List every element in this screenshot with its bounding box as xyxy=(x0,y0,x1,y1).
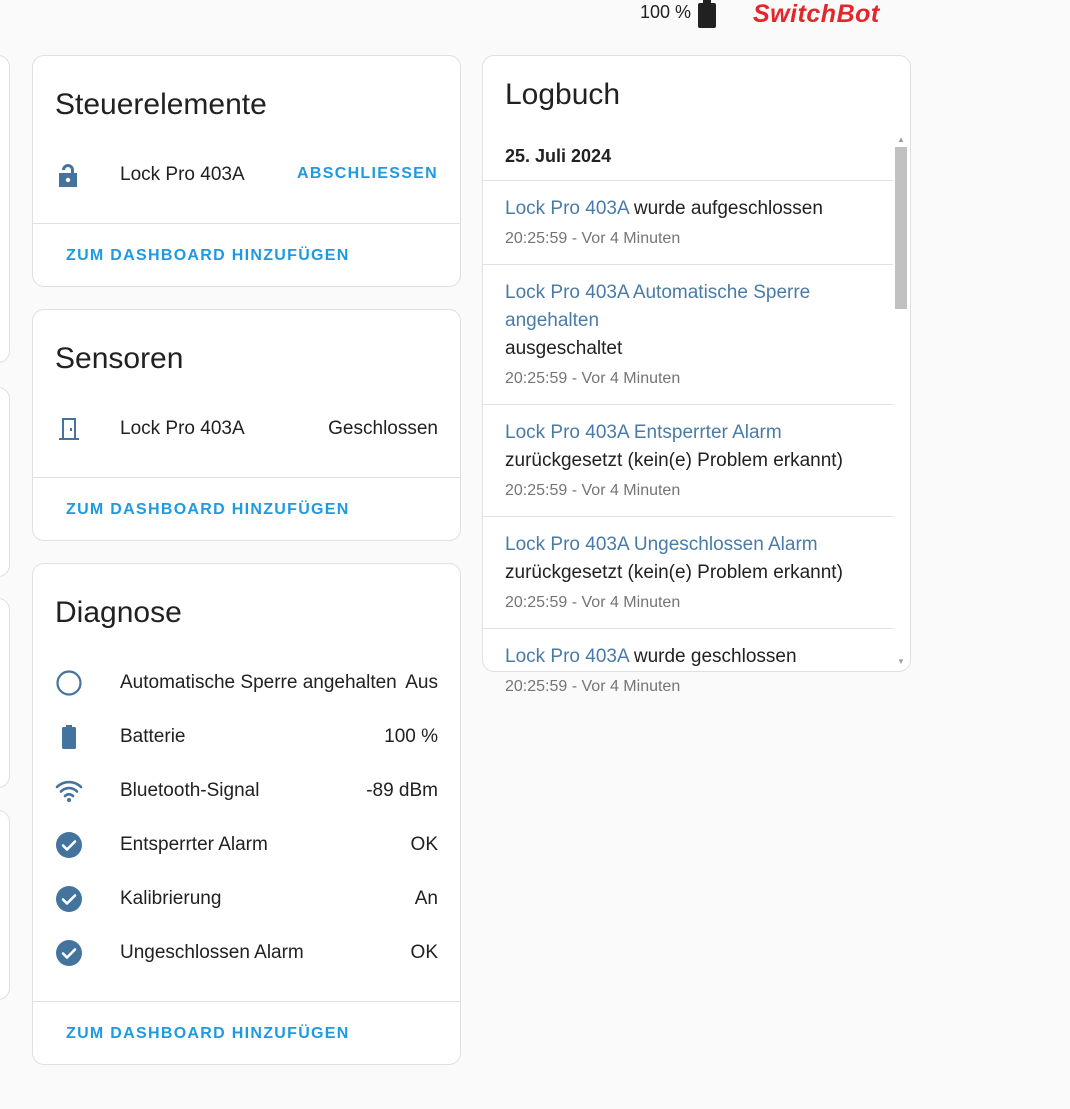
list-item xyxy=(483,628,893,712)
sensors-row-door[interactable] xyxy=(33,402,460,456)
sensors-item-value: Geschlossen xyxy=(328,418,438,439)
left-partial-card xyxy=(0,55,10,363)
add-to-dashboard-button[interactable]: ZUM DASHBOARD HINZUFÜGEN xyxy=(66,247,350,264)
log-entity-link[interactable]: Lock Pro 403A Ungeschlossen Alarm xyxy=(505,534,818,555)
log-entity-link[interactable]: Lock Pro 403A xyxy=(505,646,629,667)
diagnostics-title: Diagnose xyxy=(55,596,182,629)
divider xyxy=(33,223,460,224)
diagnostics-item-value: An xyxy=(414,888,438,909)
check-circle-icon xyxy=(55,831,83,859)
scrollbar-thumb[interactable] xyxy=(895,147,907,309)
wifi-icon xyxy=(55,777,83,805)
list-item xyxy=(483,516,893,628)
controls-card xyxy=(32,55,461,287)
battery-icon xyxy=(55,723,83,751)
diagnostics-item-value: OK xyxy=(410,942,438,963)
add-to-dashboard-button[interactable]: ZUM DASHBOARD HINZUFÜGEN xyxy=(66,501,350,518)
diagnostics-item-value: OK xyxy=(410,834,438,855)
lock-button[interactable]: ABSCHLIESSEN xyxy=(297,165,438,182)
diagnostics-row-unlocked-alarm[interactable] xyxy=(33,818,460,872)
diagnostics-item-name: Ungeschlossen Alarm xyxy=(120,942,304,963)
log-time: 20:25:59 - Vor 4 Minuten xyxy=(505,678,681,695)
header-battery-text: 100 % xyxy=(640,2,692,22)
diagnostics-row-auto-lock[interactable] xyxy=(33,656,460,710)
diagnostics-row-battery[interactable] xyxy=(33,710,460,764)
list-item xyxy=(483,264,893,404)
diagnostics-item-name: Batterie xyxy=(120,726,186,747)
diagnostics-row-bluetooth[interactable] xyxy=(33,764,460,818)
sensors-title: Sensoren xyxy=(55,342,184,375)
brand-logo: SwitchBot xyxy=(753,0,880,28)
sensors-item-name: Lock Pro 403A xyxy=(120,418,245,439)
diagnostics-item-name: Kalibrierung xyxy=(120,888,222,909)
diagnostics-item-name: Automatische Sperre angehalten xyxy=(120,672,397,693)
circle-outline-icon xyxy=(55,669,83,697)
check-circle-icon xyxy=(55,939,83,967)
left-partial-card xyxy=(0,810,10,1000)
battery-icon xyxy=(697,0,717,28)
diagnostics-item-value: -89 dBm xyxy=(366,780,438,801)
left-partial-card xyxy=(0,598,10,788)
log-text: ausgeschaltet xyxy=(505,338,623,359)
log-text: zurückgesetzt (kein(e) Problem erkannt) xyxy=(505,450,843,471)
log-entity-link[interactable]: Lock Pro 403A Entsperrter Alarm xyxy=(505,422,782,443)
log-time: 20:25:59 - Vor 4 Minuten xyxy=(505,370,681,387)
log-entity-link[interactable]: Lock Pro 403A Automatische Sperre angehalten xyxy=(505,282,811,331)
controls-title: Steuerelemente xyxy=(55,88,267,121)
controls-item-name: Lock Pro 403A xyxy=(120,164,245,185)
diagnostics-row-unclosed-alarm[interactable] xyxy=(33,926,460,980)
list-item xyxy=(483,404,893,516)
door-closed-icon xyxy=(55,415,83,443)
log-time: 20:25:59 - Vor 4 Minuten xyxy=(505,594,681,611)
log-entity-link[interactable]: Lock Pro 403A xyxy=(505,198,629,219)
logbook-card xyxy=(482,55,911,695)
log-time: 20:25:59 - Vor 4 Minuten xyxy=(505,482,681,499)
list-item xyxy=(483,180,893,264)
diagnostics-item-value: Aus xyxy=(405,672,438,693)
lock-open-icon xyxy=(55,161,83,189)
controls-row-lock[interactable] xyxy=(33,148,460,202)
log-text: wurde geschlossen xyxy=(633,646,797,667)
diagnostics-row-calibration[interactable] xyxy=(33,872,460,926)
diagnostics-card xyxy=(32,563,461,1065)
left-partial-card xyxy=(0,387,10,577)
divider xyxy=(33,477,460,478)
top-bar xyxy=(0,0,1070,40)
logbook-date: 25. Juli 2024 xyxy=(505,146,612,166)
diagnostics-item-name: Bluetooth-Signal xyxy=(120,780,260,801)
scroll-down-arrow-icon[interactable]: ▼ xyxy=(897,657,905,666)
add-to-dashboard-button[interactable]: ZUM DASHBOARD HINZUFÜGEN xyxy=(66,1025,350,1042)
scroll-up-arrow-icon[interactable]: ▲ xyxy=(897,135,905,144)
check-circle-icon xyxy=(55,885,83,913)
sensors-card xyxy=(32,309,461,541)
log-text: zurückgesetzt (kein(e) Problem erkannt) xyxy=(505,562,843,583)
diagnostics-item-name: Entsperrter Alarm xyxy=(120,834,268,855)
diagnostics-item-value: 100 % xyxy=(384,726,438,747)
divider xyxy=(33,1001,460,1002)
logbook-list xyxy=(483,180,893,712)
logbook-title: Logbuch xyxy=(505,78,621,111)
log-time: 20:25:59 - Vor 4 Minuten xyxy=(505,230,681,247)
log-text: wurde aufgeschlossen xyxy=(633,198,823,219)
